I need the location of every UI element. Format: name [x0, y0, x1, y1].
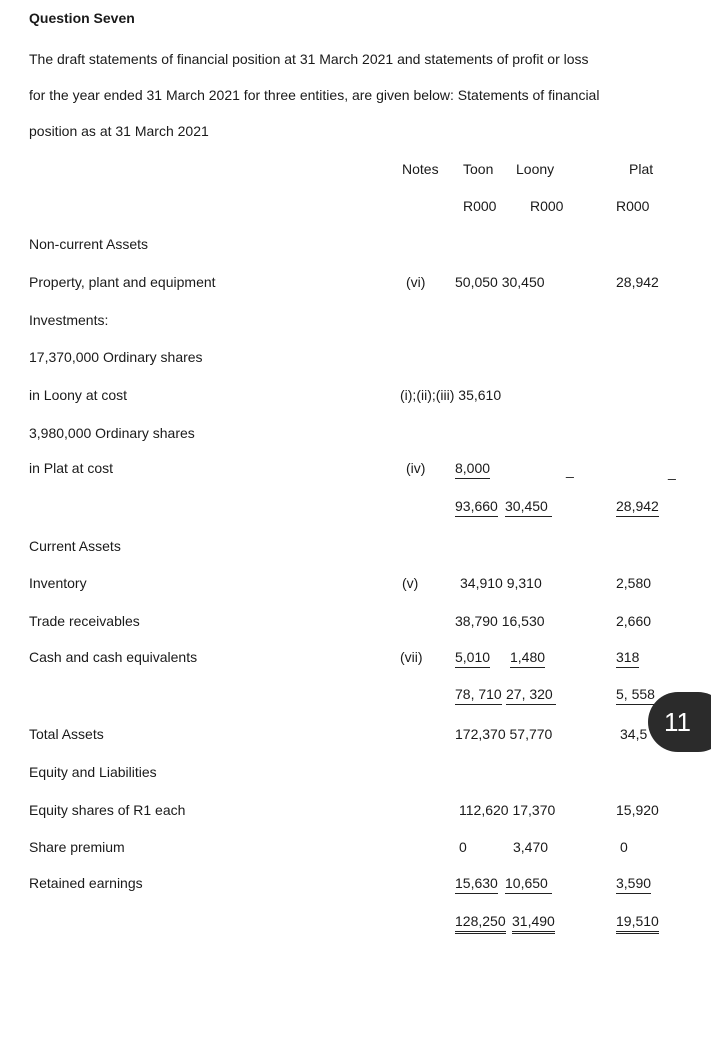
equity-heading: Equity and Liabilities [29, 764, 157, 780]
plat-shares-loony: _ [566, 462, 574, 478]
non-current-heading: Non-current Assets [29, 236, 149, 252]
total-assets-plat: 34,5 [620, 726, 648, 742]
ca-total-plat: 5, 558 [616, 685, 655, 705]
unit-plat: R000 [616, 198, 650, 214]
ppe-toon-loony: 50,050 30,450 [455, 274, 545, 290]
intro-line-2: for the year ended 31 March 2021 for three entities, are given below: Statements of financial [29, 87, 600, 103]
cash-label: Cash and cash equivalents [29, 649, 198, 665]
cash-note: (vii) [400, 649, 423, 665]
inventory-toon-loony: 34,910 9,310 [460, 575, 542, 591]
retained-plat: 3,590 [616, 874, 651, 894]
inventory-note: (v) [402, 575, 419, 591]
header-notes: Notes [402, 161, 439, 177]
equity-total-loony: 31,490 [512, 912, 555, 934]
current-heading: Current Assets [29, 538, 121, 554]
ppe-note: (vi) [406, 274, 426, 290]
plat-shares-plat: _ [668, 464, 676, 480]
cash-loony: 1,480 [510, 648, 545, 668]
retained-loony: 10,650 [505, 874, 552, 894]
receivables-plat: 2,660 [616, 613, 652, 629]
share-premium-loony: 3,470 [513, 839, 549, 855]
unit-loony: R000 [530, 198, 564, 214]
inventory-label: Inventory [29, 575, 87, 591]
ppe-plat: 28,942 [616, 274, 659, 290]
share-premium-toon: 0 [459, 839, 467, 855]
total-assets-toon-loony: 172,370 57,770 [455, 726, 553, 742]
intro-line-1: The draft statements of financial position at 31 March 2021 and statements of profit or loss [29, 51, 589, 67]
equity-total-plat: 19,510 [616, 912, 659, 934]
equity-total-toon: 128,250 [455, 912, 506, 934]
receivables-label: Trade receivables [29, 613, 140, 629]
total-assets-label: Total Assets [29, 726, 104, 742]
share-premium-label: Share premium [29, 839, 125, 855]
loony-shares-line-1: 17,370,000 Ordinary shares [29, 349, 203, 365]
ppe-label: Property, plant and equipment [29, 274, 216, 290]
share-premium-plat: 0 [620, 839, 628, 855]
investments-heading: Investments: [29, 312, 109, 328]
ca-total-toon: 78, 710 [455, 685, 502, 705]
receivables-toon-loony: 38,790 16,530 [455, 613, 545, 629]
page-number-badge: 11 [648, 692, 711, 752]
ca-total-loony: 27, 320 [506, 685, 556, 705]
cash-plat: 318 [616, 648, 639, 668]
intro-line-3: position as at 31 March 2021 [29, 123, 209, 139]
equity-shares-label: Equity shares of R1 each [29, 802, 186, 818]
header-toon: Toon [463, 161, 494, 177]
nca-total-plat: 28,942 [616, 497, 659, 517]
loony-shares-note-value: (i);(ii);(iii) 35,610 [400, 387, 502, 403]
equity-shares-plat: 15,920 [616, 802, 659, 818]
nca-total-loony: 30,450 [505, 497, 552, 517]
question-heading: Question Seven [29, 10, 135, 26]
plat-shares-toon: 8,000 [455, 459, 490, 479]
plat-shares-label: in Plat at cost [29, 460, 114, 476]
loony-shares-label: in Loony at cost [29, 387, 128, 403]
equity-shares-toon-loony: 112,620 17,370 [459, 802, 556, 818]
inventory-plat: 2,580 [616, 575, 652, 591]
cash-toon: 5,010 [455, 648, 490, 668]
header-loony: Loony [516, 161, 555, 177]
plat-shares-note: (iv) [406, 460, 426, 476]
retained-label: Retained earnings [29, 875, 143, 891]
unit-toon: R000 [463, 198, 497, 214]
nca-total-toon: 93,660 [455, 497, 498, 517]
retained-toon: 15,630 [455, 874, 498, 894]
header-plat: Plat [629, 161, 654, 177]
plat-shares-line-1: 3,980,000 Ordinary shares [29, 425, 195, 441]
